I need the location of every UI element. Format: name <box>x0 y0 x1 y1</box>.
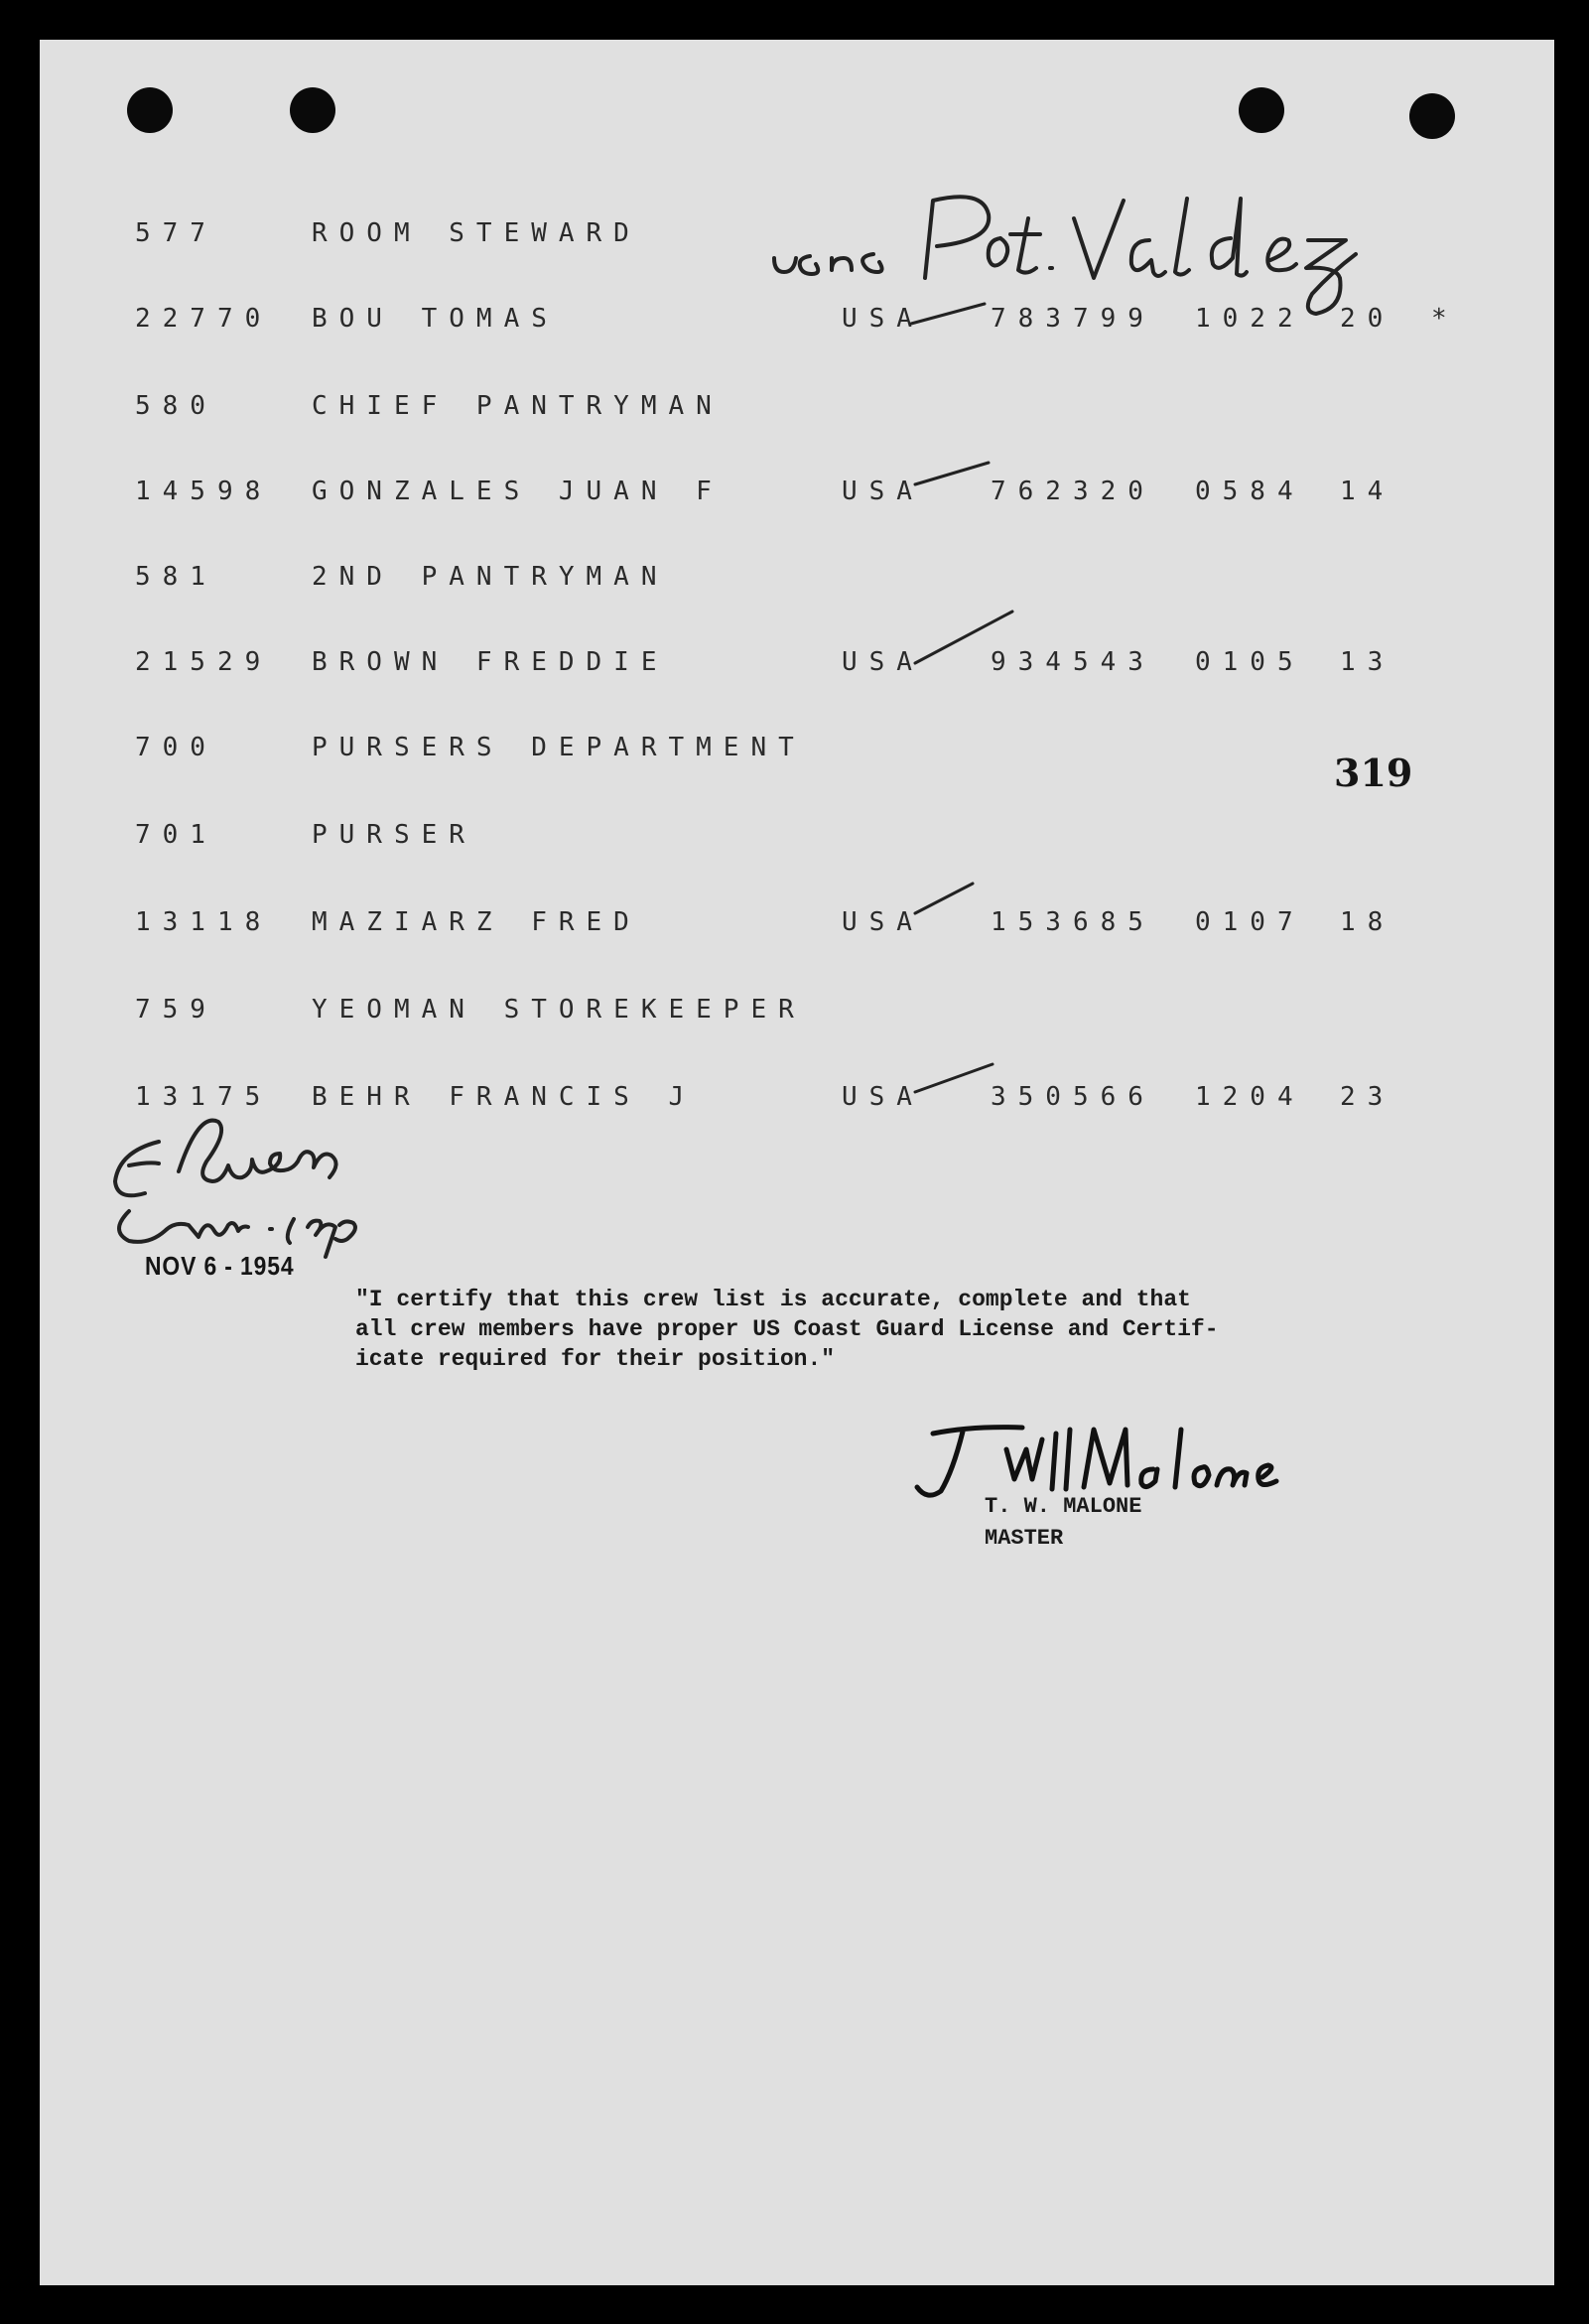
row-id: 783799 <box>991 304 1155 334</box>
row-nationality: USA <box>842 647 924 677</box>
crew-row-8 <box>40 820 1554 870</box>
punch-hole-left-1 <box>127 87 173 133</box>
row-date: 0107 <box>1195 907 1305 937</box>
crew-row-2 <box>40 304 1554 353</box>
certification-line: "I certify that this crew list is accurate, complete and that <box>355 1287 1191 1312</box>
punch-hole-left-2 <box>290 87 335 133</box>
check-mark-icon <box>913 880 993 909</box>
crew-row-1 <box>40 218 1554 268</box>
row-code: 13175 <box>135 1082 273 1112</box>
crew-row-7 <box>40 733 1554 782</box>
row-code: 22770 <box>135 304 273 334</box>
row-id: 350566 <box>991 1082 1155 1112</box>
row-code: 14598 <box>135 477 273 506</box>
signatory-name: T. W. MALONE <box>985 1494 1142 1519</box>
crew-row-10 <box>40 995 1554 1044</box>
row-code: 700 <box>135 733 217 762</box>
row-code: 701 <box>135 820 217 850</box>
row-id: 153685 <box>991 907 1155 937</box>
row-name: ROOM STEWARD <box>312 218 641 248</box>
row-name: MAZIARZ FRED <box>312 907 641 937</box>
crew-list-page <box>40 40 1554 2285</box>
certification-line: all crew members have proper US Coast Guard License and Certif- <box>355 1316 1219 1342</box>
row-age: 13 <box>1340 647 1395 677</box>
row-age: 20 <box>1340 304 1395 334</box>
crew-row-6 <box>40 647 1554 697</box>
certification-statement <box>355 1285 1407 1374</box>
row-date: 0584 <box>1195 477 1305 506</box>
crew-row-3 <box>40 391 1554 441</box>
certification-line: icate required for their position." <box>355 1346 836 1372</box>
row-name: CHIEF PANTRYMAN <box>312 391 724 421</box>
row-mark: * <box>1431 304 1447 334</box>
row-nationality: USA <box>842 907 924 937</box>
row-name: GONZALES JUAN F <box>312 477 724 506</box>
row-nationality: USA <box>842 477 924 506</box>
row-nationality: USA <box>842 304 924 334</box>
row-age: 23 <box>1340 1082 1395 1112</box>
crew-row-9 <box>40 907 1554 957</box>
row-name: BROWN FREDDIE <box>312 647 669 677</box>
row-name: 2ND PANTRYMAN <box>312 562 669 592</box>
row-age: 18 <box>1340 907 1395 937</box>
check-mark-icon <box>909 300 989 330</box>
punch-hole-right-2 <box>1409 93 1455 139</box>
row-name: BEHR FRANCIS J <box>312 1082 697 1112</box>
check-mark-icon <box>913 459 993 488</box>
row-age: 14 <box>1340 477 1395 506</box>
row-code: 13118 <box>135 907 273 937</box>
page-number: 319 <box>1334 751 1413 795</box>
row-name: BOU TOMAS <box>312 304 559 334</box>
row-code: 21529 <box>135 647 273 677</box>
row-date: 0105 <box>1195 647 1305 677</box>
row-name: YEOMAN STOREKEEPER <box>312 995 806 1025</box>
date-stamp: NOV 6 - 1954 <box>145 1251 295 1281</box>
row-nationality: USA <box>842 1082 924 1112</box>
check-mark-icon <box>913 608 993 637</box>
row-date: 1022 <box>1195 304 1305 334</box>
crew-row-4 <box>40 477 1554 526</box>
row-name: PURSER <box>312 820 476 850</box>
row-code: 759 <box>135 995 217 1025</box>
crew-row-5 <box>40 562 1554 612</box>
punch-hole-right-1 <box>1239 87 1284 133</box>
signatory-title: MASTER <box>985 1526 1064 1551</box>
row-code: 580 <box>135 391 217 421</box>
check-mark-icon <box>913 1060 993 1090</box>
row-code: 581 <box>135 562 217 592</box>
row-id: 762320 <box>991 477 1155 506</box>
signatory-block <box>985 1491 1141 1555</box>
row-id: 934543 <box>991 647 1155 677</box>
row-code: 577 <box>135 218 217 248</box>
row-date: 1204 <box>1195 1082 1305 1112</box>
row-name: PURSERS DEPARTMENT <box>312 733 806 762</box>
